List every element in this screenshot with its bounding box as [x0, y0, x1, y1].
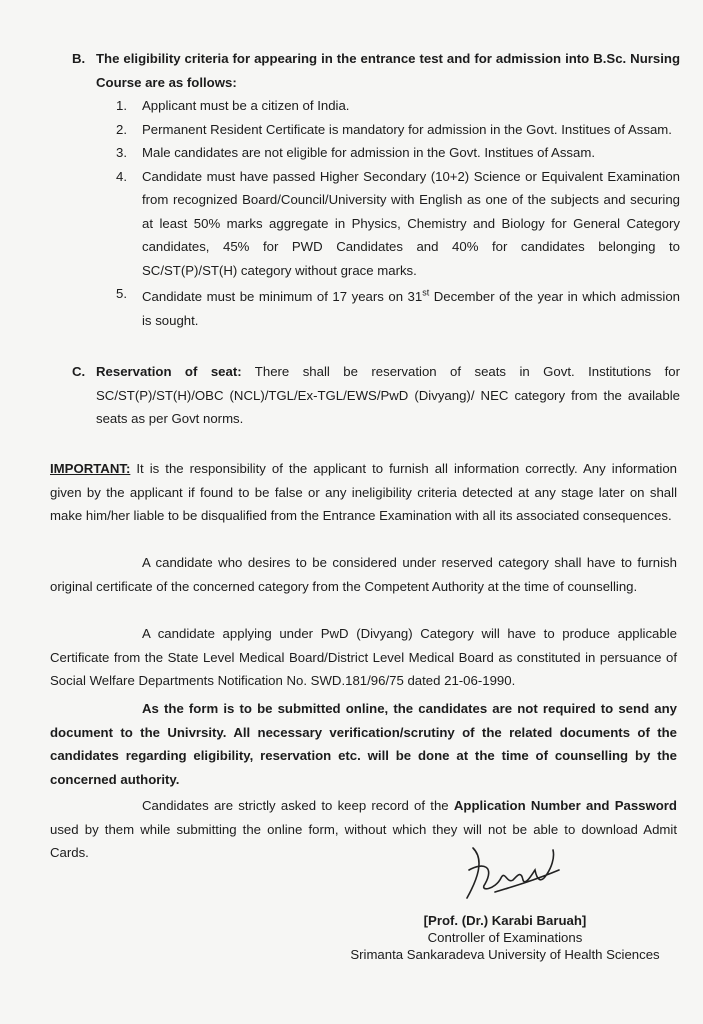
item-text [142, 289, 680, 328]
section-c-heading: Reservation of seat: [96, 364, 242, 379]
list-item [116, 165, 680, 283]
section-b [72, 47, 680, 94]
section-c [72, 360, 680, 431]
superscript: st [422, 288, 430, 298]
signatory-org: Srimanta Sankaradeva University of Health Sciences [350, 947, 660, 962]
pwd-text: A candidate applying under PwD (Divyang) Category will have to produce applicable Certificate from the State Level Medical Board/District Level Medical Board as constituted in persuance of Social Welfare Departments Notification No. SWD.181/96/75 dated 21-06-1990. [50, 626, 677, 688]
list-item [116, 141, 680, 165]
signatory-name: [Prof. (Dr.) Karabi Baruah] [423, 913, 587, 928]
item-text: Candidate must have passed Higher Secondary (10+2) Science or Equivalent Examination from recognized Board/Council/University with English as one of the subjects and securing at least 50% marks aggregate in Physics, Chemistry and Biology for General Category candidates, 45% for PWD Candidates and 40% for candidates belonging to SC/ST(P)/ST(H) category without grace marks. [142, 168, 680, 278]
record-text-bold: Application Number and Password [453, 798, 677, 813]
signatory-title: Controller of Examinations [427, 930, 583, 945]
signatory-block [330, 912, 680, 963]
online-text: As the form is to be submitted online, the candidates are not required to send any document to the Univrsity. All necessary verification/scrutiny of the related documents of the candidates regarding eligibility, reservation etc. will be done at the time of counselling by the concerned authority. [50, 701, 677, 787]
handwritten-signature [455, 840, 565, 910]
item-number: 3. [116, 145, 127, 160]
eligibility-list [116, 94, 680, 332]
item-number: 2. [116, 121, 127, 137]
item-number: 1. [116, 98, 127, 113]
important-paragraph [50, 457, 677, 528]
item-number: 4. [116, 168, 127, 184]
reserved-text: A candidate who desires to be considered under reserved category shall have to furnish original certificate of the concerned category from the Competent Authority at the time of counselling. [50, 555, 677, 594]
item-text-part: December of the year in which admission is sought. [142, 289, 680, 328]
item-text: Applicant must be a citizen of India. [142, 98, 350, 113]
section-b-heading: The eligibility criteria for appearing in the entrance test and for admission into B.Sc. Nursing Course are as follows: [96, 51, 680, 90]
item-text: Male candidates are not eligible for admission in the Govt. Institues of Assam. [142, 145, 596, 160]
record-text-before: Candidates are strictly asked to keep record of the [142, 798, 454, 813]
important-label: IMPORTANT: [50, 461, 131, 476]
record-paragraph [50, 794, 677, 865]
record-text-after: used by them while submitting the online form, without which they will not be able to download Admit Cards. [50, 821, 677, 860]
online-submission-paragraph [50, 697, 677, 791]
section-c-letter: C. [72, 364, 86, 379]
section-c-text: There shall be reservation of seats in Govt. Institutions for SC/ST(P)/ST(H)/OBC (NCL)/TGL/Ex-TGL/EWS/PwD (Divyang)/ NEC category from the available seats as per Govt norms. [96, 364, 680, 426]
item-text: Permanent Resident Certificate is mandatory for admission in the Govt. Institues of Assam. [142, 121, 672, 137]
important-text: It is the responsibility of the applicant to furnish all information correctly. Any information given by the applicant if found to be false or any ineligibility criteria detected at any stage later on shall make him/her liable to be disqualified from the Entrance Examination with all its associated consequences. [50, 461, 677, 523]
item-text-part: Candidate must be minimum of 17 years on 31 [142, 289, 423, 305]
list-item [116, 94, 680, 118]
list-item [116, 282, 680, 332]
pwd-paragraph [50, 622, 677, 693]
list-item [116, 118, 680, 142]
item-number: 5. [116, 286, 127, 301]
reserved-category-paragraph [50, 551, 677, 598]
section-b-letter: B. [72, 51, 86, 66]
